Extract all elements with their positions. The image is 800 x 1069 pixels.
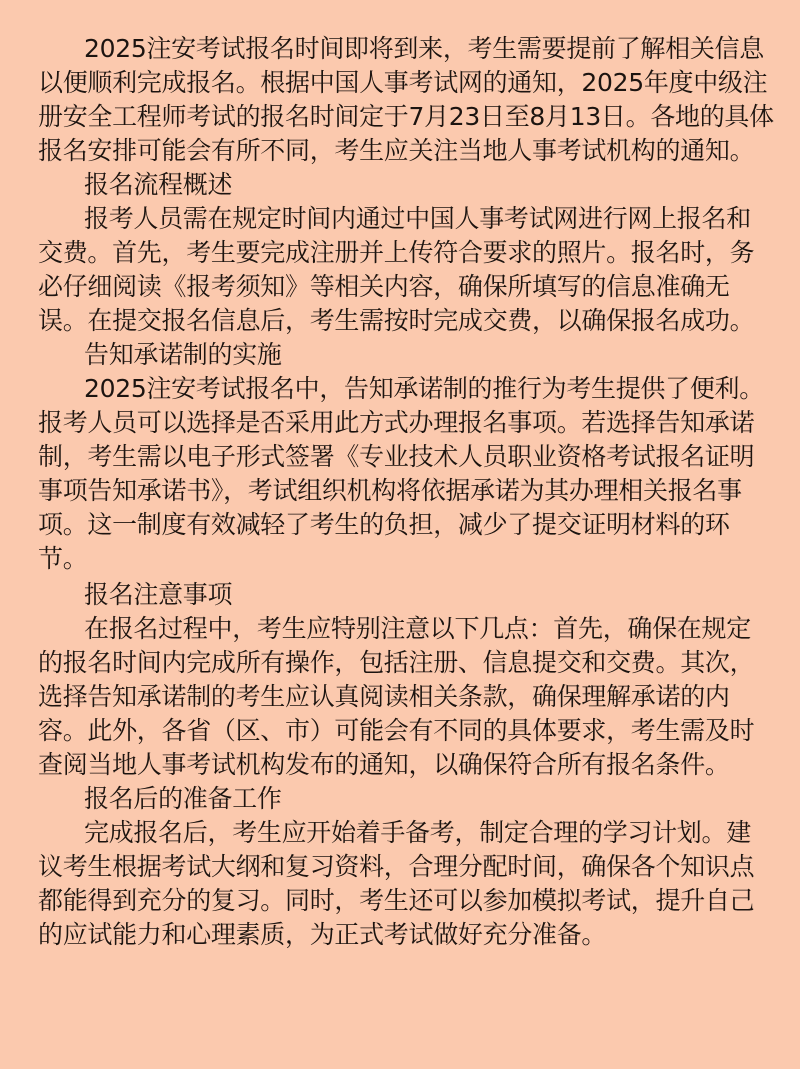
section-heading: 报名后的准备工作 xyxy=(84,784,282,813)
paragraph-line: 容。此外，各省（区、市）可能会有不同的具体要求，考生需及时 xyxy=(38,716,755,745)
paragraph-line: 在报名过程中，考生应特别注意以下几点：首先，确保在规定 xyxy=(84,614,751,643)
paragraph-line: 2025注安考试报名时间即将到来，考生需要提前了解相关信息 xyxy=(84,34,764,63)
paragraph-line: 报名安排可能会有所不同，考生应关注当地人事考试机构的通知。 xyxy=(38,136,755,165)
section-heading: 报名流程概述 xyxy=(84,170,233,199)
paragraph-line: 2025注安考试报名中，告知承诺制的推行为考生提供了便利。 xyxy=(84,374,764,403)
section-heading: 告知承诺制的实施 xyxy=(84,340,282,369)
paragraph-line: 的应试能力和心理素质，为正式考试做好充分准备。 xyxy=(38,920,607,949)
paragraph-line: 项。这一制度有效减轻了考生的负担，减少了提交证明材料的环 xyxy=(38,510,730,539)
paragraph-line: 以便顺利完成报名。根据中国人事考试网的通知，2025年度中级注 xyxy=(38,68,768,97)
paragraph-line: 报考人员需在规定时间内通过中国人事考试网进行网上报名和 xyxy=(84,204,751,233)
paragraph-line: 查阅当地人事考试机构发布的通知，以确保符合所有报名条件。 xyxy=(38,750,730,779)
paragraph-line: 节。 xyxy=(38,544,88,573)
paragraph-line: 误。在提交报名信息后，考生需按时完成交费，以确保报名成功。 xyxy=(38,306,755,335)
paragraph-line: 选择告知承诺制的考生应认真阅读相关条款，确保理解承诺的内 xyxy=(38,682,730,711)
paragraph-line: 报考人员可以选择是否采用此方式办理报名事项。若选择告知承诺 xyxy=(38,408,755,437)
paragraph-line: 册安全工程师考试的报名时间定于7月23日至8月13日。各地的具体 xyxy=(38,102,774,131)
paragraph-line: 交费。首先，考生要完成注册并上传符合要求的照片。报名时，务 xyxy=(38,238,755,267)
paragraph-line: 必仔细阅读《报考须知》等相关内容，确保所填写的信息准确无 xyxy=(38,272,730,301)
paragraph-line: 都能得到充分的复习。同时，考生还可以参加模拟考试，提升自己 xyxy=(38,886,755,915)
paragraph-line: 制，考生需以电子形式签署《专业技术人员职业资格考试报名证明 xyxy=(38,442,755,471)
paragraph-line: 的报名时间内完成所有操作，包括注册、信息提交和交费。其次， xyxy=(38,648,755,677)
paragraph-line: 事项告知承诺书》，考试组织机构将依据承诺为其办理相关报名事 xyxy=(38,476,742,505)
paragraph-line: 议考生根据考试大纲和复习资料，合理分配时间，确保各个知识点 xyxy=(38,852,755,881)
paragraph-line: 完成报名后，考生应开始着手备考，制定合理的学习计划。建 xyxy=(84,818,751,847)
section-heading: 报名注意事项 xyxy=(84,580,233,609)
